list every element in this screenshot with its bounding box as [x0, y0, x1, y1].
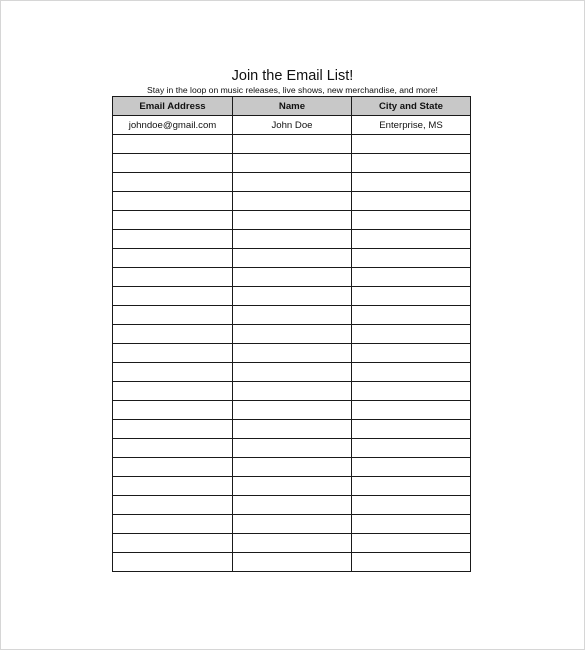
cell-city-and-state — [352, 534, 471, 553]
form-subtitle: Stay in the loop on music releases, live shows, new merchandise, and more! — [147, 85, 438, 95]
table-row — [113, 477, 471, 496]
table-row — [113, 420, 471, 439]
cell-name — [233, 363, 352, 382]
table-row — [113, 249, 471, 268]
table-row — [113, 458, 471, 477]
cell-email-address — [113, 135, 233, 154]
table-row — [113, 382, 471, 401]
table-row — [113, 401, 471, 420]
table-row — [113, 287, 471, 306]
table-row — [113, 325, 471, 344]
cell-email-address — [113, 420, 233, 439]
cell-city-and-state — [352, 496, 471, 515]
cell-city-and-state — [352, 154, 471, 173]
table-row — [113, 534, 471, 553]
cell-name — [233, 268, 352, 287]
cell-city-and-state — [352, 344, 471, 363]
table-row — [113, 363, 471, 382]
table-row — [113, 211, 471, 230]
cell-city-and-state — [352, 230, 471, 249]
table-header-row — [113, 97, 471, 116]
table-row — [113, 173, 471, 192]
cell-email-address — [113, 268, 233, 287]
cell-city-and-state — [352, 287, 471, 306]
table-row — [113, 154, 471, 173]
cell-city-and-state — [352, 553, 471, 572]
cell-city-and-state — [352, 173, 471, 192]
cell-name — [233, 534, 352, 553]
cell-email-address — [113, 211, 233, 230]
table-body — [113, 116, 471, 572]
cell-city-and-state — [352, 325, 471, 344]
cell-email-address — [113, 553, 233, 572]
cell-city-and-state — [352, 477, 471, 496]
cell-city-and-state — [352, 211, 471, 230]
cell-name — [233, 192, 352, 211]
cell-email-address — [113, 515, 233, 534]
cell-email-address — [113, 458, 233, 477]
cell-name — [233, 344, 352, 363]
cell-email-address — [113, 382, 233, 401]
cell-email-address — [113, 401, 233, 420]
table-row — [113, 306, 471, 325]
cell-email-address — [113, 496, 233, 515]
header-city-and-state: City and State — [352, 97, 471, 116]
cell-email-address — [113, 230, 233, 249]
cell-name — [233, 515, 352, 534]
cell-name — [233, 458, 352, 477]
cell-name — [233, 230, 352, 249]
cell-email-address — [113, 534, 233, 553]
cell-name — [233, 439, 352, 458]
form-title: Join the Email List! — [231, 68, 354, 84]
cell-city-and-state — [352, 363, 471, 382]
table-row — [113, 116, 471, 135]
cell-email-address — [113, 287, 233, 306]
cell-city-and-state — [352, 458, 471, 477]
cell-email-address — [113, 192, 233, 211]
cell-city-and-state — [352, 135, 471, 154]
cell-email-address — [113, 249, 233, 268]
cell-city-and-state — [352, 382, 471, 401]
cell-city-and-state — [352, 401, 471, 420]
table-row — [113, 439, 471, 458]
cell-city-and-state — [352, 420, 471, 439]
cell-name — [233, 325, 352, 344]
header-name: Name — [233, 97, 352, 116]
cell-city-and-state — [352, 439, 471, 458]
cell-email-address: johndoe@gmail.com — [113, 116, 233, 135]
table-row — [113, 135, 471, 154]
table-row — [113, 192, 471, 211]
signup-table — [112, 96, 471, 572]
cell-city-and-state — [352, 249, 471, 268]
cell-name — [233, 382, 352, 401]
cell-name — [233, 306, 352, 325]
cell-city-and-state: Enterprise, MS — [352, 116, 471, 135]
table-row — [113, 268, 471, 287]
cell-name — [233, 211, 352, 230]
cell-email-address — [113, 344, 233, 363]
cell-email-address — [113, 363, 233, 382]
cell-name — [233, 477, 352, 496]
cell-city-and-state — [352, 306, 471, 325]
cell-name — [233, 135, 352, 154]
cell-name — [233, 420, 352, 439]
header-email-address: Email Address — [113, 97, 233, 116]
cell-email-address — [113, 477, 233, 496]
cell-name — [233, 249, 352, 268]
table-row — [113, 515, 471, 534]
cell-city-and-state — [352, 268, 471, 287]
cell-email-address — [113, 173, 233, 192]
table-row — [113, 344, 471, 363]
cell-email-address — [113, 306, 233, 325]
cell-email-address — [113, 439, 233, 458]
cell-name — [233, 553, 352, 572]
table-row — [113, 553, 471, 572]
cell-name — [233, 154, 352, 173]
cell-city-and-state — [352, 192, 471, 211]
cell-name — [233, 173, 352, 192]
cell-name — [233, 496, 352, 515]
table-row — [113, 230, 471, 249]
cell-city-and-state — [352, 515, 471, 534]
cell-name: John Doe — [233, 116, 352, 135]
cell-email-address — [113, 154, 233, 173]
cell-email-address — [113, 325, 233, 344]
table-row — [113, 496, 471, 515]
cell-name — [233, 287, 352, 306]
cell-name — [233, 401, 352, 420]
